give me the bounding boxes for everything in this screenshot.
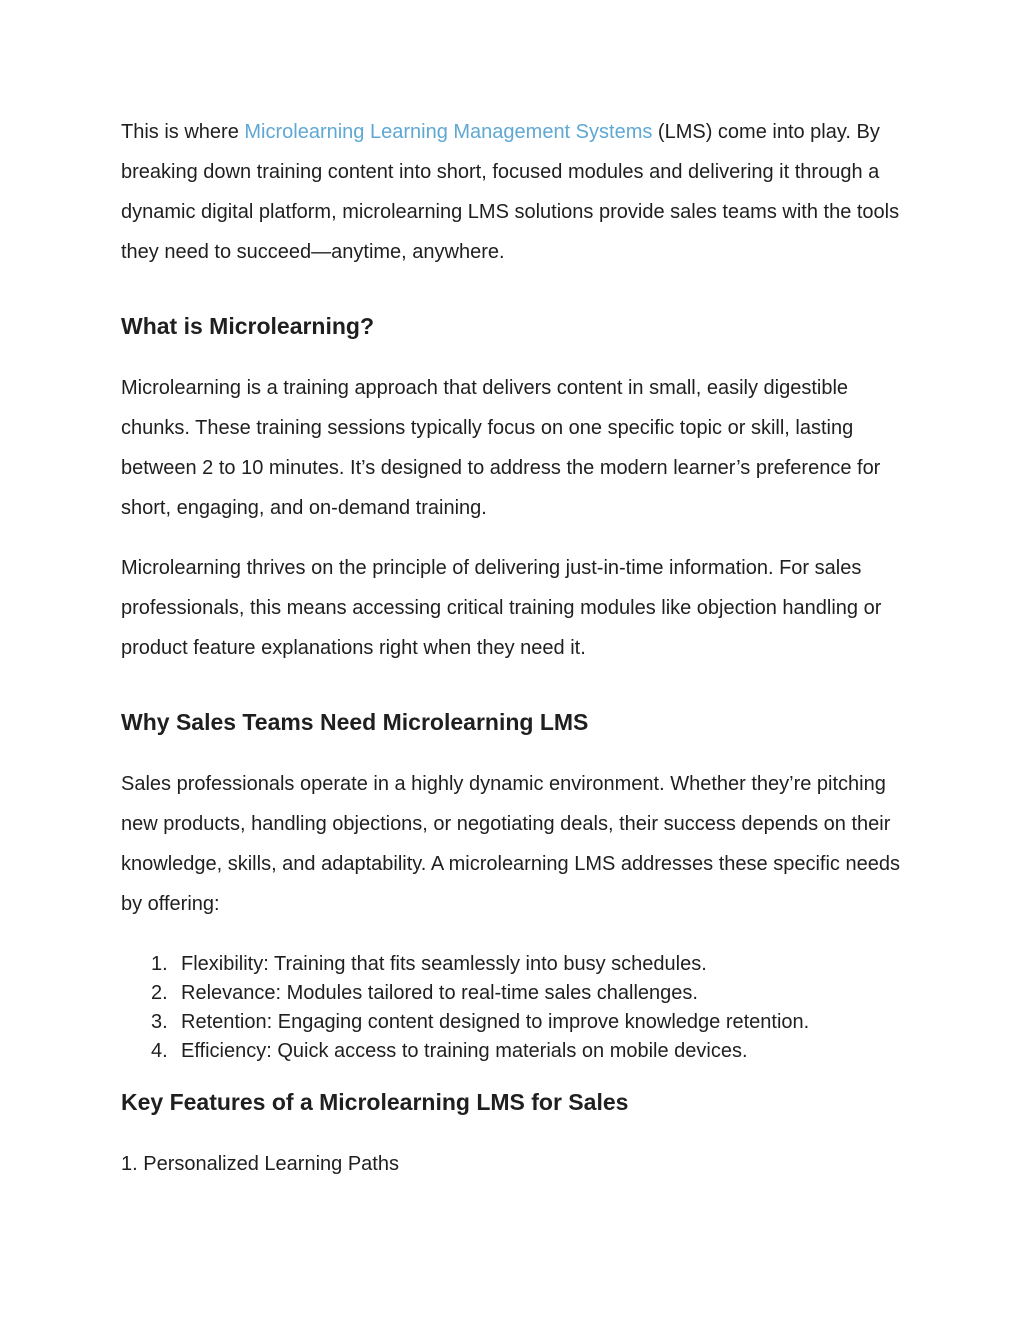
list-item <box>121 950 921 979</box>
what-paragraph-1: Microlearning is a training approach that delivers content in small, easily digestible chunks. These training sessions typically focus on one specific topic or skill, lasting between 2 to 10 minutes. It’s designed to address the modern learner’s preference for short, engaging, and on-demand training. <box>121 377 881 519</box>
intro-paragraph <box>121 112 921 272</box>
list-item-number: 2. <box>151 982 168 1004</box>
list-item <box>121 1008 921 1037</box>
what-paragraph-2: Microlearning thrives on the principle of delivering just-in-time information. For sales professionals, this means accessing critical training modules like objection handling or product feature explanations right when they need it. <box>121 557 882 659</box>
heading-what-is-microlearning: What is Microlearning? <box>121 313 375 339</box>
heading-key-features: Key Features of a Microlearning LMS for Sales <box>121 1089 629 1115</box>
list-item-text: Flexibility: Training that fits seamlessly into busy schedules. <box>181 953 707 975</box>
intro-prefix: This is where <box>121 121 245 143</box>
list-item <box>121 979 921 1008</box>
features-first-item: 1. Personalized Learning Paths <box>121 1153 399 1175</box>
lms-link[interactable]: Microlearning Learning Management Systems <box>244 121 653 143</box>
list-item-number: 3. <box>151 1011 168 1033</box>
document-page <box>121 112 921 1184</box>
list-item-text: Retention: Engaging content designed to improve knowledge retention. <box>181 1011 810 1033</box>
list-item-text: Efficiency: Quick access to training materials on mobile devices. <box>181 1040 748 1062</box>
why-paragraph: Sales professionals operate in a highly dynamic environment. Whether they’re pitching new products, handling objections, or negotiating deals, their success depends on their knowledge, skills, and adaptability. A microlearning LMS addresses these specific needs by offering: <box>121 773 900 915</box>
list-item-text: Relevance: Modules tailored to real-time sales challenges. <box>181 982 698 1004</box>
list-item-number: 4. <box>151 1040 168 1062</box>
benefits-list <box>121 950 921 1066</box>
list-item <box>121 1037 921 1066</box>
intro-suffix: (LMS) come into play. By breaking down training content into short, focused modules and delivering it through a dynamic digital platform, microlearning LMS solutions provide sales teams with the tools they need to succeed—anytime, anywhere. <box>121 121 900 263</box>
list-item-number: 1. <box>151 953 168 975</box>
heading-why-sales-teams: Why Sales Teams Need Microlearning LMS <box>121 709 589 735</box>
